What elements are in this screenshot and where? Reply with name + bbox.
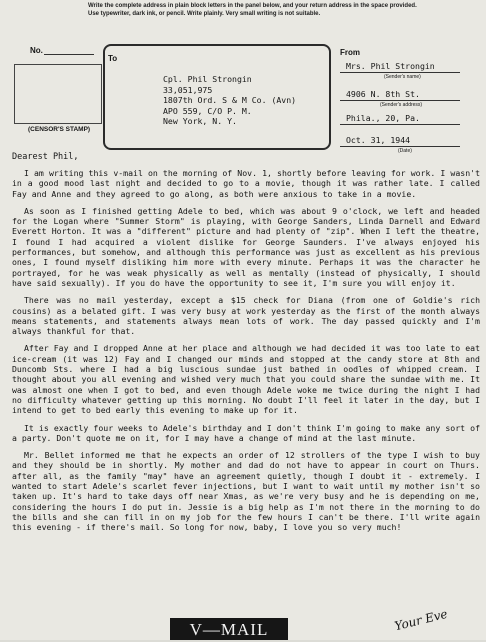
handwritten-signature: Your Eve: [393, 606, 449, 634]
from-label: From: [340, 48, 360, 57]
sender-name-caption: (Sender's name): [384, 74, 421, 80]
sender-name: Mrs. Phil Strongin: [346, 61, 435, 71]
recipient-city: New York, N. Y.: [163, 116, 237, 126]
sender-city-field: [340, 113, 460, 125]
sender-name-field: [340, 61, 460, 73]
censor-stamp-label: (CENSOR'S STAMP): [28, 126, 91, 133]
number-line: [44, 54, 94, 55]
recipient-address: [163, 74, 296, 127]
letter-paragraph: I am writing this v-mail on the morning of Nov. 1, shortly before leaving for work. I wasn't in a good mood last night and decided to go to a movie, though it was rather late. I called Fay and Anne and they agreed to go along, as both were anxious to take in a movie.: [12, 168, 480, 199]
censor-stamp-box: [14, 64, 102, 124]
recipient-serial-number: 33,051,975: [163, 84, 213, 95]
letter-paragraph: There was no mail yesterday, except a $15 check for Diana (from one of Goldie's rich cousins) as a belated gift. I was very busy at work yesterday as the first of the month always means statements, and statements always mean lots of work. The day passed quickly and I'm always thankful for that.: [12, 295, 480, 337]
form-instructions: Write the complete address in plain block letters in the panel below, and your return address in the space provided. Use typewriter, dark ink, or pencil. Write plainly. Very small writing is not suitable.: [88, 3, 417, 17]
recipient-apo: APO 559, C/O P. M.: [163, 105, 252, 116]
sender-address-field: [340, 89, 460, 101]
number-label: No.: [30, 46, 43, 55]
to-label: To: [108, 54, 118, 63]
salutation: Dearest Phil,: [12, 152, 79, 162]
sender-address: 4906 N. 8th St.: [346, 89, 420, 99]
letter-paragraph: It is exactly four weeks to Adele's birthday and I don't think I'm going to make any sort of a party. Don't quote me on it, for I may have a change of mind at the last minute.: [12, 422, 480, 443]
letter-body: [12, 168, 480, 540]
sender-address-caption: (Sender's address): [380, 102, 423, 108]
recipient-unit: 1807th Ord. S & M Co. (Avn): [163, 95, 297, 105]
date-caption: (Date): [398, 148, 412, 154]
letter-paragraph: Mr. Bellet informed me that he expects an order of 12 strollers of the type I wish to buy and they should be in shortly. My mother and dad do not have to appear in court on Thurs. after all, as the family "may" have an agreement quietly, though I doubt it - extremely. I wanted to start Adele's scarlet fever injections, but I want to wait until my mother isn't so taken up. It's hard to take days off near Xmas, as we're very busy and he is depending on me, considering the hours I do put in. Jessie is a big help as I'm not there in the morning to do the bills and she can fill in on my job for the few hours I can't be there. I'll write again this evening - if there's mail. So long for now, baby, I love you so very much!: [12, 450, 480, 533]
letter-date: Oct. 31, 1944: [346, 135, 411, 145]
letter-paragraph: After Fay and I dropped Anne at her place and although we had decided it was too late to eat ice-cream (it was 12) Fay and I changed our minds and stopped at the candy store at 8th and Duncomb Sts. where I had a big luscious sundae just bathed in oodles of whipped cream. I thought about you all evening and wished very much that you could share the sundae with me. It was almost one when I got to bed, and even though Adele woke me twice during the night I had no difficulty whatever getting up this morning. No doubt I'll feel it later in the day, but I intend to get to bed early this evening to make up for it.: [12, 343, 480, 416]
sender-city: Phila., 20, Pa.: [346, 113, 420, 123]
recipient-name: Cpl. Phil Strongin: [163, 74, 252, 84]
vmail-footer-logo: V—MAIL: [170, 618, 288, 640]
date-field: [340, 135, 460, 147]
letter-paragraph: As soon as I finished getting Adele to bed, which was about 9 o'clock, we left and headed for the Logan where "Summer Storm" is playing, with George Sanders, Linda Darnell and Edward Everett Horton. It was a "different" picture and had plenty of "zip". When I left the theatre, I found I had acquired a violent dislike for George Saunders. I've always enjoyed his performances, but somehow, and although this performance was just as excellent as his previous ones, I found myself disliking him more with every minute. Perhaps it was the character he portrayed, for he was weak physically as well as mentally (instead of physically, I should have said sexually). If you do have the opportunity to see it, I'm sure you will enjoy it.: [12, 205, 480, 288]
